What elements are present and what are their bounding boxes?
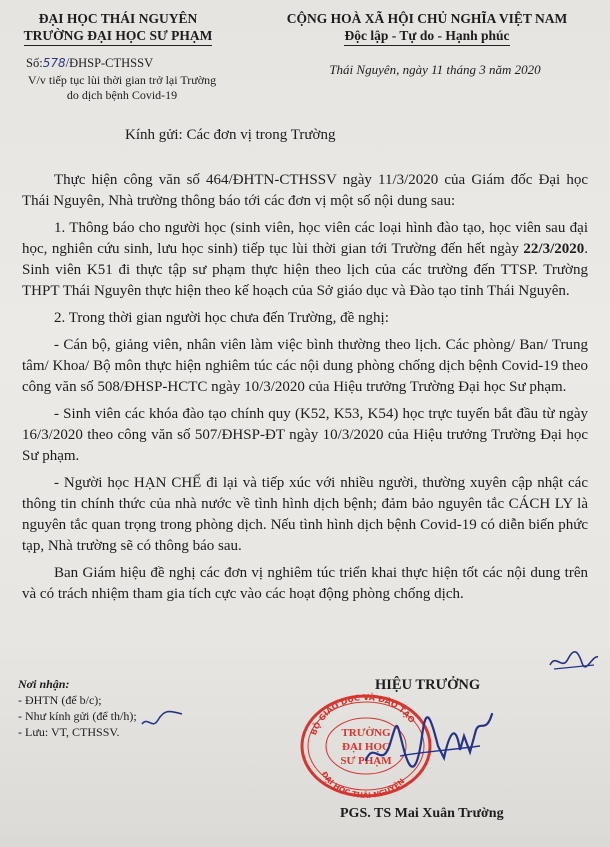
paragraph-intro: Thực hiện công văn số 464/ĐHTN-CTHSSV ngày 11/3/2020 của Giám đốc Đại học Thái Nguyên, Nhà trường thông báo tới các đơn vị một số nội dung sau:: [22, 172, 588, 209]
recipient-item: - ĐHTN (để b/c);: [18, 693, 102, 707]
document-number: Số:578/ĐHSP-CTHSSV: [26, 56, 154, 70]
paragraph-item-2: 2. Trong thời gian người học chưa đến Trường, đề nghị:: [54, 310, 389, 326]
issuer-name: TRƯỜNG ĐẠI HỌC SƯ PHẠM: [24, 27, 213, 46]
document-subject: V/v tiếp tục lùi thời gian trở lại Trường do dịch bệnh Covid-19: [27, 73, 217, 102]
document-body: [22, 170, 588, 611]
signer-name: PGS. TS Mai Xuân Trường: [340, 806, 504, 821]
recipient-item: - Như kính gửi (để th/h);: [18, 709, 137, 723]
national-title: CỘNG HOÀ XÃ HỘI CHỦ NGHĨA VIỆT NAM: [286, 11, 568, 26]
paragraph-learners: - Người học HẠN CHẾ đi lại và tiếp xúc với nhiều người, thường xuyên cập nhật các thông tin chính thức của nhà nước về tình hình dịch bệnh; đảm bảo nguyên tắc CÁCH LY là nguyên tắc quan trọng trong phòng dịch. Nếu tình hình dịch bệnh Covid-19 có diễn biến phức tạp, Nhà trường sẽ có thông báo sau.: [22, 475, 588, 554]
deadline-date: 22/3/2020: [523, 241, 585, 257]
national-header: [262, 10, 592, 46]
signer-title: HIỆU TRƯỞNG: [375, 677, 481, 693]
recipients-block: [18, 676, 137, 740]
document-date: Thái Nguyên, ngày 11 tháng 3 năm 2020: [329, 62, 541, 77]
issuer-header: [18, 10, 218, 46]
handwritten-signature: [360, 700, 500, 780]
paragraph-item-1: 1. Thông báo cho người học (sinh viên, học viên các loại hình đào tạo, học viên sau đại học, nghiên cứu sinh, lưu học sinh) tiếp tục lùi thời gian tới Trường đến hết ngày 22/3/2020. Sinh viên K51 đi thực tập sư phạm thực hiện theo lịch của các trường đến TTSP. Trường THPT Thái Nguyên thực hiện theo kế hoạch của Sở giáo dục và Đào tạo tỉnh Thái Nguyên.: [22, 220, 588, 299]
seal-center-2: ĐẠI HỌC: [342, 741, 390, 753]
issuer-parent: ĐẠI HỌC THÁI NGUYÊN: [38, 11, 198, 26]
paragraph-closing: Ban Giám hiệu đề nghị các đơn vị nghiêm túc triển khai thực hiện tốt các nội dung trên và có trách nhiệm tham gia tích cực vào các hoạt động phòng chống dịch.: [22, 565, 588, 602]
seal-ring-text: BỘ GIÁO DỤC VÀ ĐÀO TẠO: [309, 692, 417, 737]
handwritten-initials: [548, 645, 600, 675]
seal-ring-bottom: ĐẠI HỌC THÁI NGUYÊN: [319, 769, 407, 800]
recipients-title: Nơi nhận:: [18, 677, 70, 691]
paragraph-staff: - Cán bộ, giảng viên, nhân viên làm việc bình thường theo lịch. Các phòng/ Ban/ Trung tâm/ Khoa/ Bộ môn thực hiện nghiêm túc các nội dung phòng chống dịch bệnh Covid-19 theo công văn số 508/ĐHSP-HCTC ngày 10/3/2020 của Hiệu trưởng Trường Đại học Sư phạm.: [22, 337, 588, 395]
seal-center-3: SƯ PHẠM: [340, 755, 392, 767]
seal-center-1: TRƯỜNG: [341, 727, 391, 739]
greeting: Kính gửi: Các đơn vị trong Trường: [125, 127, 336, 143]
national-motto: Độc lập - Tự do - Hạnh phúc: [344, 27, 509, 46]
handwritten-number: 578: [42, 56, 66, 70]
handwritten-check: [140, 706, 184, 732]
paragraph-students: - Sinh viên các khóa đào tạo chính quy (K52, K53, K54) học trực tuyến bắt đầu từ ngày 16/3/2020 theo công văn số 507/ĐHSP-ĐT ngày 10/3/2020 của Hiệu trưởng Trường Đại học Sư phạm.: [22, 406, 588, 464]
recipient-item: - Lưu: VT, CTHSSV.: [18, 725, 120, 739]
